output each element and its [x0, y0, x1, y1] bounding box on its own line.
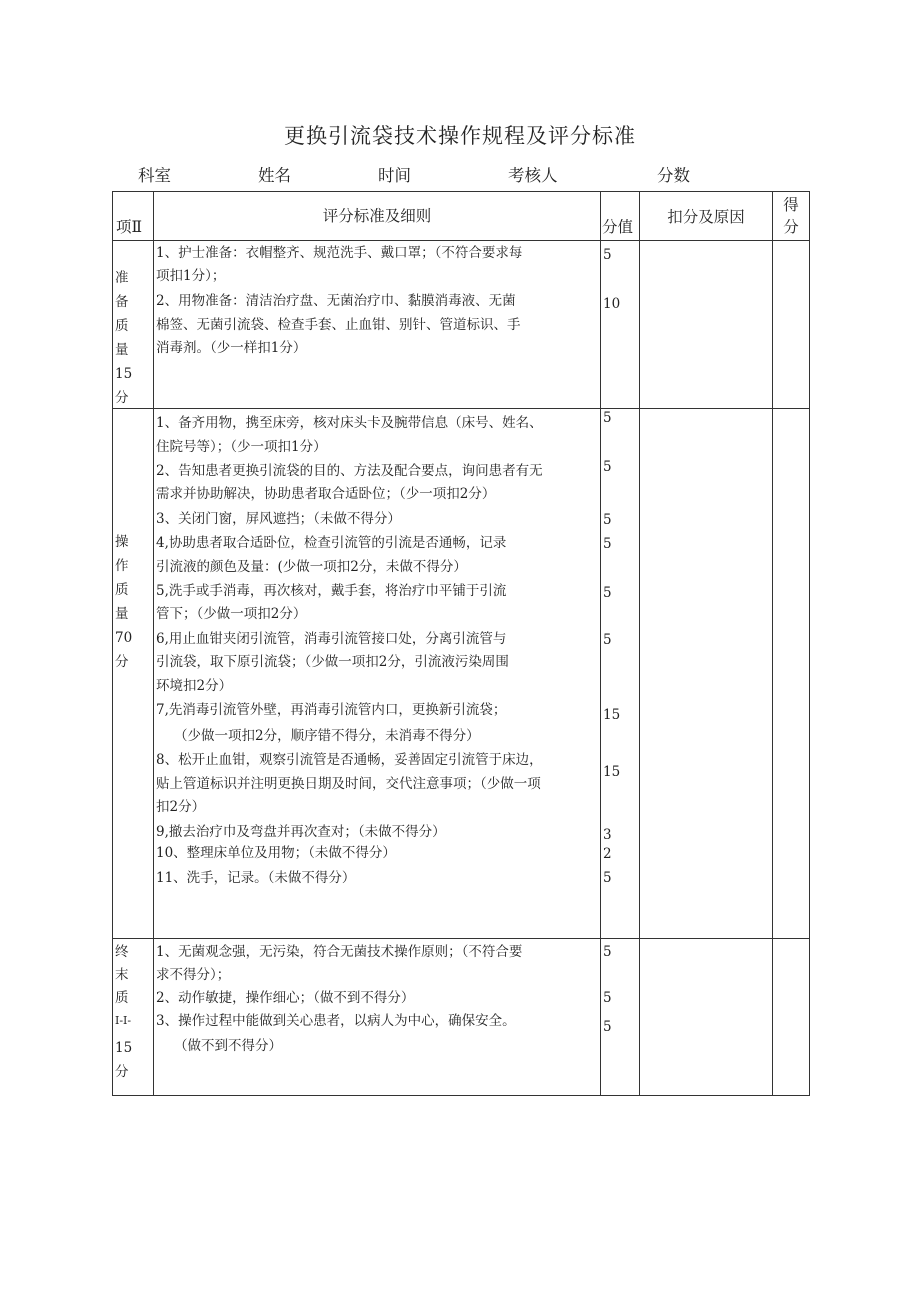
criteria-line: 2、告知患者更换引流袋的目的、方法及配合要点，询问患者有无: [156, 463, 543, 479]
category-char: 质: [115, 318, 129, 334]
category-char: 终: [115, 944, 129, 960]
criteria-line: 需求并协助解决，协助患者取合适卧位；（少一项扣2分）: [156, 486, 496, 502]
values-final: [601, 939, 640, 1096]
header-score-char-2: 分: [783, 218, 799, 236]
category-preparation: [113, 241, 154, 409]
criteria-line: （少做一项扣2分，顺序错不得分，未消毒不得分）: [174, 728, 480, 744]
criteria-final: [154, 939, 601, 1096]
criteria-line: 棉签、无菌引流袋、检查手套、止血钳、别针、管道标识、手: [156, 317, 521, 333]
category-char: 70: [115, 630, 133, 646]
value-cell: 5: [603, 870, 612, 886]
category-final: [113, 939, 154, 1096]
meta-time-label: 时间: [378, 166, 411, 185]
header-deduction: 扣分及原因: [640, 192, 773, 241]
criteria-line: 2、动作敏捷，操作细心；（做不到不得分）: [156, 990, 415, 1006]
values-preparation: [601, 241, 640, 409]
criteria-line: 1、备齐用物，携至床旁，核对床头卡及腕带信息（床号、姓名、: [156, 415, 543, 431]
criteria-line: 环境扣2分）: [156, 678, 233, 694]
criteria-line: 9,撤去治疗巾及弯盘并再次查对；（未做不得分）: [156, 824, 446, 840]
criteria-line: 引流袋，取下原引流袋；（少做一项扣2分，引流液污染周围: [156, 654, 509, 670]
category-char: 量: [115, 606, 129, 622]
criteria-line: 消毒剂。（少一样扣1分）: [156, 340, 307, 356]
value-cell: 5: [603, 990, 612, 1006]
value-cell: 5: [603, 410, 612, 426]
criteria-preparation: [154, 241, 601, 409]
category-char: 备: [115, 294, 129, 310]
value-cell: 5: [603, 512, 612, 528]
criteria-line: 10、整理床单位及用物；（未做不得分）: [156, 845, 396, 861]
meta-examiner-label: 考核人: [508, 166, 558, 185]
header-score-char-1: 得: [783, 196, 799, 214]
criteria-line: 8、松开止血钳，观察引流管是否通畅，妥善固定引流管于床边，: [156, 752, 543, 768]
criteria-line: 1、无菌观念强，无污染，符合无菌技术操作原则；（不符合要: [156, 944, 523, 960]
category-char: 15: [115, 366, 133, 382]
category-char: 准: [115, 270, 129, 286]
header-score: [773, 192, 810, 241]
value-cell: 5: [603, 536, 612, 552]
section-preparation-row: [113, 241, 810, 409]
value-cell: 5: [603, 459, 612, 475]
value-cell: 2: [603, 846, 612, 862]
criteria-line: 1、护士准备：衣帽整齐、规范洗手、戴口罩；（不符合要求每: [156, 245, 523, 261]
criteria-line: 11、洗手，记录。（未做不得分）: [156, 870, 356, 886]
category-char: 分: [115, 390, 129, 406]
value-cell: 5: [603, 1019, 612, 1035]
deduction-cell: [640, 409, 773, 939]
category-char: 作: [115, 558, 129, 574]
criteria-line: 7,先消毒引流管外壁，再消毒引流管内口，更换新引流袋；: [156, 702, 507, 718]
header-criteria: 评分标准及细则: [154, 192, 601, 241]
meta-name-label: 姓名: [258, 166, 291, 185]
value-cell: 15: [603, 764, 621, 780]
criteria-line: 5,洗手或手消毒，再次核对，戴手套，将治疗巾平铺于引流: [156, 583, 507, 599]
section-final-row: [113, 939, 810, 1096]
criteria-line: 3、关闭门窗，屏风遮挡；（未做不得分）: [156, 511, 401, 527]
value-cell: 3: [603, 827, 612, 843]
section-operation-row: [113, 409, 810, 939]
table-header-row: [113, 192, 810, 241]
category-char: 15: [115, 1040, 133, 1056]
value-cell: 5: [603, 247, 612, 263]
category-char: 操: [115, 534, 129, 550]
category-char: 质: [115, 990, 129, 1006]
category-char: Ⅰ-Ⅰ-: [115, 1014, 132, 1027]
value-cell: 15: [603, 707, 621, 723]
criteria-line: 住院号等）；（少一项扣1分）: [156, 439, 327, 455]
meta-score-label: 分数: [657, 166, 690, 185]
values-operation: [601, 409, 640, 939]
criteria-line: 扣2分）: [156, 799, 206, 815]
category-char: 分: [115, 1064, 129, 1080]
deduction-cell: [640, 939, 773, 1096]
deduction-cell: [640, 241, 773, 409]
category-operation: [113, 409, 154, 939]
criteria-line: 管下；（少做一项扣2分）: [156, 606, 307, 622]
criteria-line: 引流液的颜色及量：(少做一项扣2分，未做不得分）: [156, 559, 467, 575]
category-char: 量: [115, 342, 129, 358]
criteria-operation: [154, 409, 601, 939]
score-cell: [773, 241, 810, 409]
category-char: 质: [115, 582, 129, 598]
criteria-line: 2、用物准备：清洁治疗盘、无菌治疗巾、黏膜消毒液、无菌: [156, 293, 516, 309]
value-cell: 5: [603, 632, 612, 648]
value-cell: 5: [603, 944, 612, 960]
criteria-line: 贴上管道标识并注明更换日期及时间，交代注意事项；（少做一项: [156, 776, 541, 792]
category-char: 分: [115, 654, 129, 670]
criteria-line: 6,用止血钳夹闭引流管，消毒引流管接口处，分离引流管与: [156, 631, 507, 647]
value-cell: 5: [603, 585, 612, 601]
scoring-table: [112, 191, 810, 1096]
criteria-line: 项扣1分）；: [156, 268, 226, 284]
value-cell: 10: [603, 296, 621, 312]
criteria-line: 4,协助患者取合适卧位，检查引流管的引流是否通畅，记录: [156, 535, 507, 551]
document-title: 更换引流袋技术操作规程及评分标准: [284, 124, 636, 148]
header-item: 项Ⅱ: [113, 192, 154, 241]
score-cell: [773, 409, 810, 939]
criteria-line: 3、操作过程中能做到关心患者，以病人为中心，确保安全。: [156, 1013, 516, 1029]
category-char: 末: [115, 967, 129, 983]
meta-department-label: 科室: [138, 166, 171, 185]
header-value: 分值: [601, 192, 640, 241]
score-cell: [773, 939, 810, 1096]
criteria-line: 求不得分）；: [156, 967, 231, 983]
criteria-line: （做不到不得分）: [174, 1038, 282, 1054]
